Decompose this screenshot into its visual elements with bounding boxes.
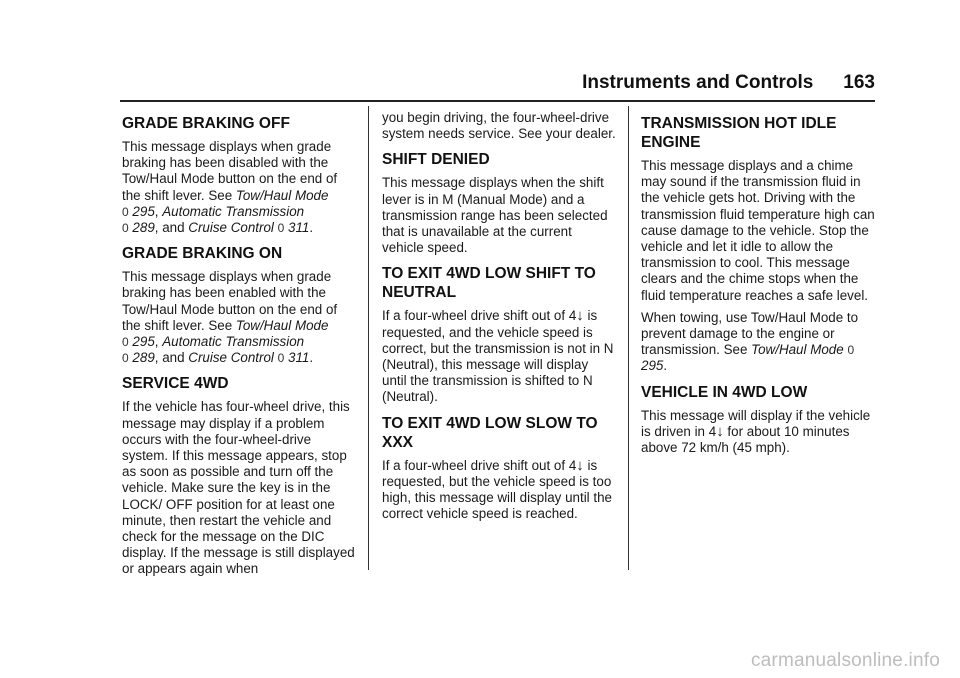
cross-reference-link[interactable]: Automatic Transmission — [162, 203, 305, 219]
section-heading: SHIFT DENIED — [382, 151, 490, 169]
section-body: If the vehicle has four-wheel drive, this message may display if a problem occurs with the four-wheel-drive system. If this message appears, stop as soon as possible and turn off the vehicle. Make sure the key is in the LOCK/ OFF position for at least one minute, then restart the vehicle and check for the message on the DIC display. If the message is still displayed or appears again when — [122, 399, 355, 577]
section-heading: TRANSMISSION HOT IDLE ENGINE — [641, 115, 837, 151]
page-ref[interactable]: 289 — [132, 220, 155, 236]
cross-reference-link[interactable]: Cruise Control — [188, 350, 274, 366]
page-ref-icon: 0 — [122, 335, 129, 350]
section-heading: TO EXIT 4WD LOW SLOW TO XXX — [382, 414, 598, 451]
cross-reference-link[interactable]: Tow/Haul Mode — [235, 317, 329, 333]
page-number: 163 — [843, 72, 875, 93]
section-body: This message will display if the vehicle is driven in 4↓ for about 10 minutes above 72 km/h (45 mph). — [641, 407, 871, 456]
page-ref-icon: 0 — [122, 351, 129, 366]
cross-reference-link[interactable]: Tow/Haul Mode — [751, 342, 844, 358]
header-rule — [120, 100, 875, 102]
page-ref[interactable]: 295 — [132, 334, 155, 350]
page-ref[interactable]: 311 — [288, 220, 310, 236]
column-divider-1 — [368, 106, 369, 570]
cross-reference-link[interactable]: Automatic Transmission — [162, 334, 305, 350]
page-ref[interactable]: 295 — [641, 358, 664, 374]
column-divider-2 — [628, 106, 629, 570]
section-body: This message displays when the shift lever is in M (Manual Mode) and a transmission range has been selected that is unavailable at the current vehicle speed. — [382, 175, 608, 256]
page-header — [582, 72, 875, 94]
down-arrow-icon: ↓ — [576, 307, 584, 325]
column-2 — [382, 106, 616, 528]
page-ref[interactable]: 311 — [288, 350, 310, 366]
section-body: This message displays when grade braking has been enabled with the Tow/Haul Mode button on the end of the shift lever. See Tow/Haul Mode 0 295, Automatic Transmission 0 289, and Cruise Control 0 311. — [122, 269, 338, 366]
page-ref-icon: 0 — [277, 221, 285, 236]
page-ref-icon: 0 — [847, 343, 855, 358]
page-ref[interactable]: 295 — [132, 203, 155, 219]
section-heading: SERVICE 4WD — [122, 375, 229, 393]
cross-reference-link[interactable]: Cruise Control — [188, 220, 274, 236]
section-body: If a four-wheel drive shift out of 4↓ is requested, but the vehicle speed is too high, this message will display until the correct vehicle speed is reached. — [382, 456, 612, 522]
section-body: This message displays when grade braking has been disabled with the Tow/Haul Mode button on the end of the shift lever. See Tow/Haul Mode 0 295, Automatic Transmission 0 289, and Cruise Control 0 311. — [122, 139, 338, 236]
section-body: When towing, use Tow/Haul Mode to prevent damage to the engine or transmission. See Tow/Haul Mode 0 295. — [641, 309, 859, 374]
section-title: Instruments and Controls — [582, 72, 814, 93]
down-arrow-icon: ↓ — [716, 422, 724, 440]
section-body: This message displays and a chime may sound if the transmission fluid in the vehicle gets hot. Driving with the transmission fluid temperature high can cause damage to the vehicle. Stop the vehicle and let it idle to allow the transmission to cool. This message clears and the chime stops when the fluid temperature reaches a safe level. — [641, 158, 875, 303]
cross-reference-link[interactable]: Tow/Haul Mode — [235, 187, 329, 203]
page-ref-icon: 0 — [122, 204, 129, 219]
column-3 — [641, 106, 875, 462]
column-1 — [122, 106, 356, 584]
page-ref-icon: 0 — [122, 221, 129, 236]
page-ref[interactable]: 289 — [132, 350, 155, 366]
section-heading: GRADE BRAKING ON — [122, 245, 283, 263]
section-body: you begin driving, the four-wheel-drive system needs service. See your dealer. — [382, 110, 616, 142]
section-heading: TO EXIT 4WD LOW SHIFT TO NEUTRAL — [382, 265, 596, 302]
watermark: carmanualsonline.info — [750, 650, 940, 671]
section-heading: VEHICLE IN 4WD LOW — [641, 383, 808, 401]
page-ref-icon: 0 — [277, 351, 285, 366]
section-heading: GRADE BRAKING OFF — [122, 115, 290, 132]
down-arrow-icon: ↓ — [576, 456, 584, 474]
section-body: If a four-wheel drive shift out of 4↓ is requested, and the vehicle speed is correct, but the transmission is not in N (Neutral), this message will display until the transmission is shifted to N (Neutral). — [382, 307, 614, 405]
